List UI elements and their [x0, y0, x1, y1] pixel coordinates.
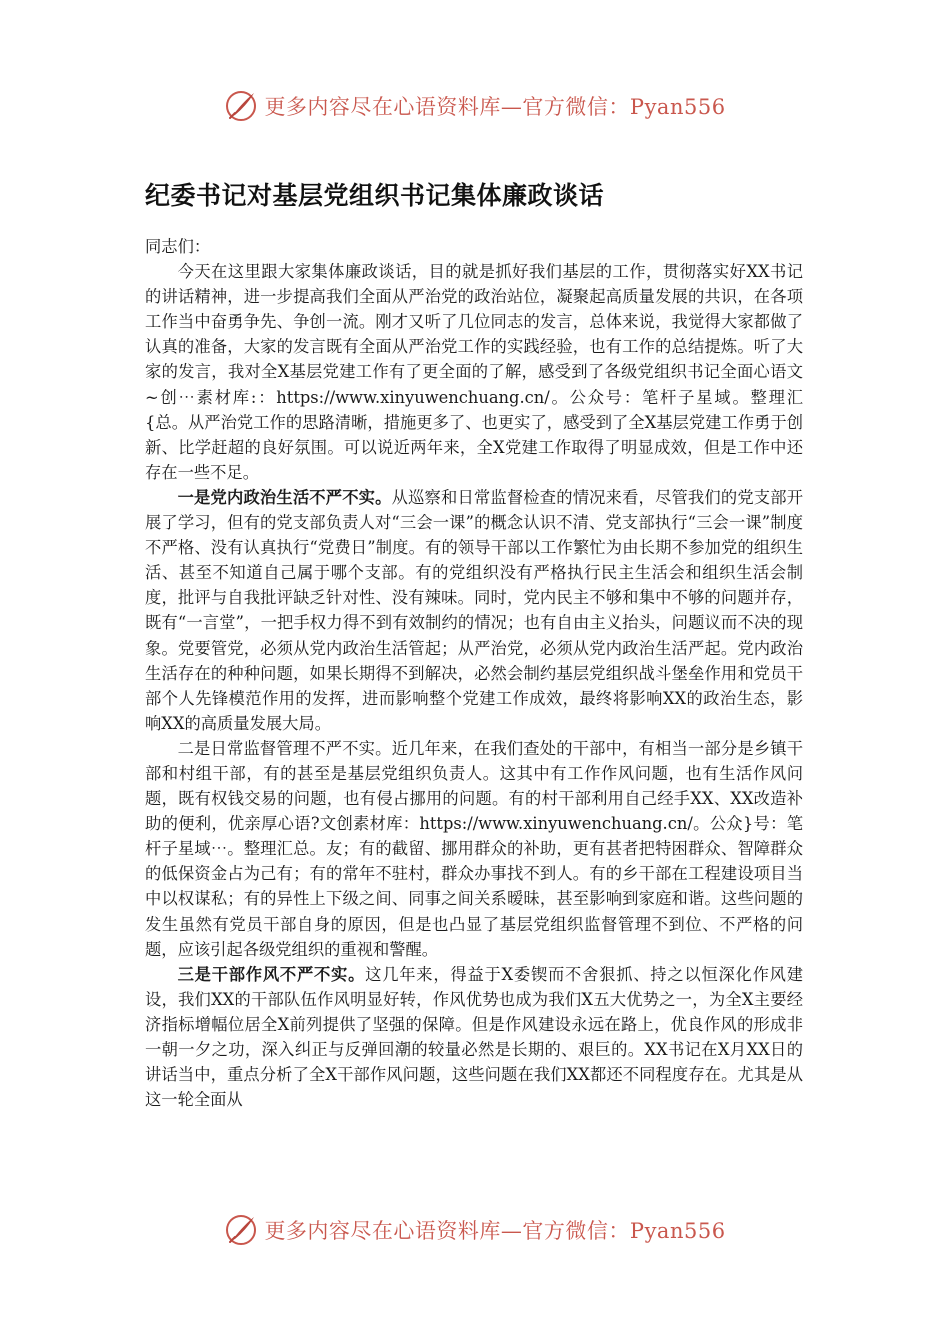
- quill-pen-icon: [224, 89, 258, 123]
- point-three-heading: 三是干部作风不严不实。: [177, 964, 366, 984]
- banner-text: 更多内容尽在心语资料库—官方微信：Pyan556: [264, 1219, 726, 1243]
- paragraph-intro: 今天在这里跟大家集体廉政谈话，目的就是抓好我们基层的工作，贯彻落实好XX书记的讲话精神，进一步提高我们全面从严治党的政治站位，凝聚起高质量发展的共识，在各项工作当中奋勇争先、争创一流。刚才又听了几位同志的发言，总体来说，我觉得大家都做了认真的准备，大家的发言既有全面从严治党工作的实践经验，也有工作的总结提炼。听了大家的发言，我对全X基层党建工作有了更全面的了解，感受到了各级党组织书记全面心语文~创⋯素材库:：https://www.xinyuwenchuang.cn/。公众号：笔杆子星域。整理汇{总。从严治党工作的思路清晰，措施更多了、也更实了，感受到了全X基层党建工作勇于创新、比学赶超的良好氛围。可以说近两年来，全X党建工作取得了明显成效，但是工作中还存在一些不足。: [145, 262, 803, 482]
- salutation: 同志们：: [145, 237, 211, 256]
- paragraph-point-three: [145, 962, 803, 1113]
- document-body: [145, 234, 803, 1112]
- header-banner: [0, 86, 950, 126]
- paragraph-point-two: 二是日常监督管理不严不实。近几年来，在我们查处的干部中，有相当一部分是乡镇干部和村组干部，有的甚至是基层党组织负责人。这其中有工作作风问题，也有生活作风问题，既有权钱交易的问题，也有侵占挪用的问题。有的村干部利用自己经手XX、XX改造补助的便利，优亲厚心语?文创素材库：https://www.xinyuwenchuang.cn/。公众}号：笔杆子星域⋯。整理汇总。友；有的截留、挪用群众的补助，更有甚者把特困群众、智障群众的低保资金占为己有；有的常年不驻村，群众办事找不到人。有的乡干部在工程建设项目当中以权谋私；有的异性上下级之间、同事之间关系暧昧，甚至影响到家庭和谐。这些问题的发生虽然有党员干部自身的原因，但是也凸显了基层党组织监督管理不到位、不严格的问题，应该引起各级党组织的重视和警醒。: [145, 738, 803, 959]
- footer-banner: [0, 1210, 950, 1250]
- point-one-text: 从巡察和日常监督检查的情况来看，尽管我们的党支部开展了学习，但有的党支部负责人对“三会一课”的概念认识不清、党支部执行“三会一课”制度不严格、没有认真执行“党费日”制度。有的领导干部以工作繁忙为由长期不参加党的组织生活、甚至不知道自己属于哪个支部。有的党组织没有严格执行民主生活会和组织生活会制度，批评与自我批评缺乏针对性、没有辣味。同时，党内民主不够和集中不够的问题并存，既有“一言堂”，一把手权力得不到有效制约的情况；也有自由主义抬头，问题议而不决的现象。党要管党，必须从党内政治生活管起；从严治党，必须从党内政治生活严起。党内政治生活存在的种种问题，如果长期得不到解决，必然会制约基层党组织战斗堡垒作用和党员干部个人先锋模范作用的发挥，进而影响整个党建工作成效，最终将影响XX的政治生态，影响XX的高质量发展大局。: [145, 487, 803, 733]
- banner-text: 更多内容尽在心语资料库—官方微信：Pyan556: [264, 95, 726, 119]
- point-three-text: 这几年来，得益于X委锲而不舍狠抓、持之以恒深化作风建设，我们XX的干部队伍作风明显好转，作风优势也成为我们X五大优势之一，为全X主要经济指标增幅位居全X前列提供了坚强的保障。但是作风建设永远在路上，优良作风的形成非一朝一夕之功，深入纠正与反弹回潮的较量必然是长期的、艰巨的。XX书记在X月XX日的讲话当中，重点分析了全X干部作风问题，这些问题在我们XX都还不同程度存在。尤其是从这一轮全面从: [145, 964, 803, 1110]
- quill-pen-icon: [224, 1213, 258, 1247]
- paragraph-point-one: [145, 485, 803, 736]
- point-one-heading: 一是党内政治生活不严不实。: [177, 487, 392, 507]
- page-title: 纪委书记对基层党组织书记集体廉政谈话: [145, 181, 605, 210]
